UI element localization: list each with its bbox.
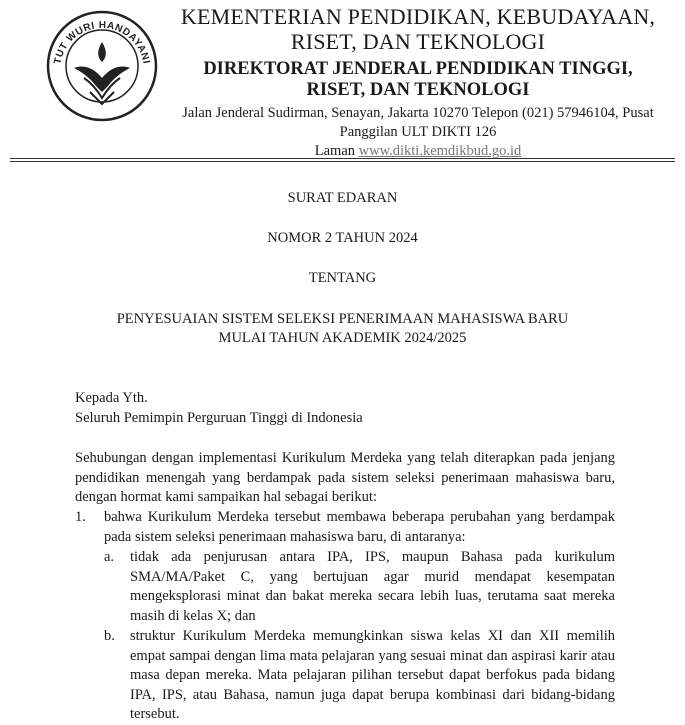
directorate-name-line2: RISET, DAN TEKNOLOGI — [306, 80, 530, 100]
tut-wuri-handayani-logo — [44, 8, 160, 124]
sub-point-letter: b. — [104, 628, 115, 644]
logo-motto: TUT WURI HANDAYANI — [52, 19, 152, 66]
about-heading: TENTANG — [308, 270, 377, 286]
website-link[interactable]: www.dikti.kemdikbud.go.id — [358, 143, 522, 159]
directorate-name-line1: DIREKTORAT JENDERAL PENDIDIKAN TINGGI, — [203, 59, 633, 79]
sub-point-text: tidak ada penjurusan antara IPA, IPS, maupun Bahasa pada kurikulum SMA/MA/Paket C, yang bertujuan agar murid mendapat kesempatan mengeksplorasi minat dan bakat mereka secara lebih luas, terutama saat mereka masih di kelas X; dan — [130, 549, 615, 624]
salutation: Kepada Yth. — [75, 390, 148, 406]
address-line2: Panggilan ULT DIKTI 126 — [339, 124, 497, 140]
recipient-block — [75, 389, 615, 428]
letterhead — [168, 4, 668, 161]
ministry-name-line1: KEMENTERIAN PENDIDIKAN, KEBUDAYAAN, — [180, 4, 656, 29]
website-label: Laman — [314, 143, 356, 159]
document-number: NOMOR 2 TAHUN 2024 — [267, 230, 418, 246]
point-number: 1. — [75, 509, 86, 525]
subject-line1: PENYESUAIAN SISTEM SELEKSI PENERIMAAN MAHASISWA BARU — [116, 311, 569, 327]
document-type: SURAT EDARAN — [287, 190, 398, 206]
address-line1: Jalan Jenderal Sudirman, Senayan, Jakarta 10270 Telepon (021) 57946104, Pusat — [182, 105, 654, 121]
recipient-name: Seluruh Pemimpin Perguruan Tinggi di Indonesia — [75, 409, 363, 426]
intro-paragraph: Sehubungan dengan implementasi Kurikulum Merdeka yang telah diterapkan pada jenjang pendidikan menengah yang berdampak pada sistem seleksi penerimaan mahasiswa baru, dengan hormat kami sampaikan hal sebagai berikut: — [75, 450, 615, 505]
point-text: bahwa Kurikulum Merdeka tersebut membawa beberapa perubahan yang berdampak pada sistem seleksi penerimaan mahasiswa baru, di antaranya: — [104, 509, 615, 545]
ministry-name-line2: RISET, DAN TEKNOLOGI — [290, 29, 546, 54]
sub-point-letter: a. — [104, 549, 115, 565]
sub-point-text: struktur Kurikulum Merdeka memungkinkan siswa kelas XI dan XII memilih empat sampai dengan lima mata pelajaran yang sesuai minat dan aspirasi karir atau masa depan mereka. Mata pelajaran pilihan tersebut dapat berfokus pada bidang IPA, IPS, atau Bahasa, namun juga dapat berupa kombinasi dari bidang-bidang tersebut. — [130, 628, 615, 722]
subject-line2: MULAI TAHUN AKADEMIK 2024/2025 — [218, 330, 467, 346]
letterhead-divider — [10, 158, 675, 162]
